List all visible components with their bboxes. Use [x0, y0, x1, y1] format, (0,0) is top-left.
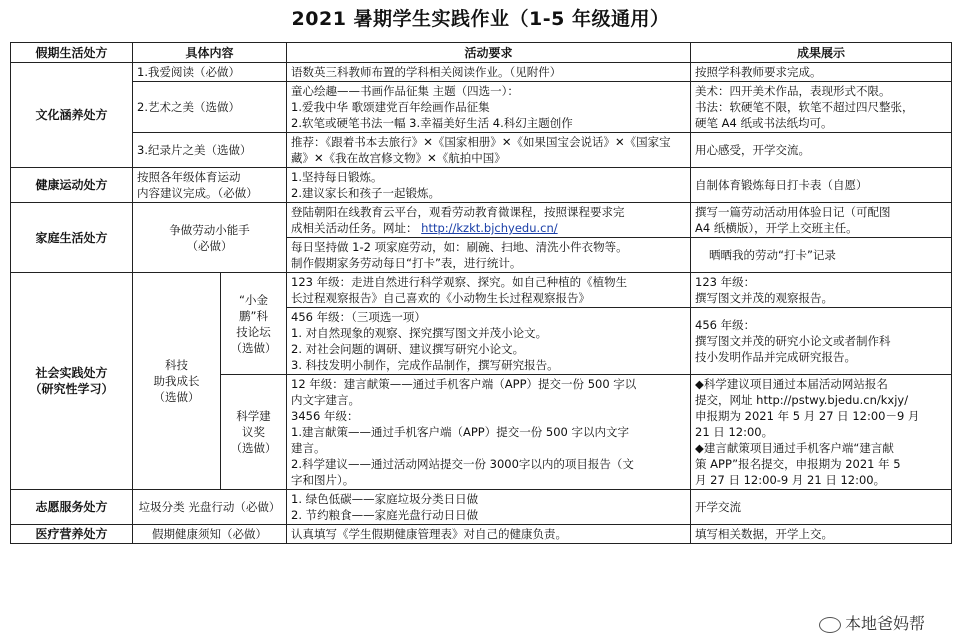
table-row: [11, 203, 952, 238]
requirement-cell: 认真填写《学生假期健康管理表》对自己的健康负责。: [287, 525, 691, 544]
result-cell: 晒晒我的劳动“打卡”记录: [691, 238, 952, 273]
category-health: 健康运动处方: [11, 168, 133, 203]
header-content: 具体内容: [133, 43, 287, 63]
table-row: [11, 168, 952, 203]
content-cell: 1.我爱阅读（必做）: [133, 63, 287, 82]
requirement-cell: 456 年级：（三项选一项） 1. 对自然现象的观察、探究撰写图文并茂小论文。 2. 对社会问题的调研、建议撰写研究小论文。 3. 科技发明小制作，完成作品制作，撰写研究报告。: [287, 308, 691, 375]
requirement-cell: 登陆朝阳在线教育云平台，观看劳动教育微课程，按照课程要求完 成相关活动任务。网址： http://kzkt.bjchyedu.cn/: [287, 203, 691, 238]
result-cell: 自制体育锻炼每日打卡表（自愿）: [691, 168, 952, 203]
requirement-cell: 123 年级：走进自然进行科学观察、探究。如自己种植的《植物生 长过程观察报告》自己喜欢的《小动物生长过程观察报告》: [287, 273, 691, 308]
table-row: [11, 133, 952, 168]
result-cell: ◆科学建议项目通过本届活动网站报名 提交，网址 http://pstwy.bjedu.cn/kxjy/ 申报期为 2021 年 5 月 27 日 12:00－9 月 21 日 12:00。 ◆建言献策项目通过手机客户端“建言献 策 APP”报名提交，申报期为 2021 年 5 月 27 日 12:00-9 月 21 日 12:00。: [691, 375, 952, 490]
requirement-cell: 语数英三科教师布置的学科相关阅读作业。（见附件）: [287, 63, 691, 82]
result-cell: 按照学科教师要求完成。: [691, 63, 952, 82]
sub-category-tech: 科技 助我成长 （选做）: [133, 273, 221, 490]
content-cell: 垃圾分类 光盘行动（必做）: [133, 490, 287, 525]
content-cell: 2.艺术之美（选做）: [133, 82, 287, 133]
result-cell: 开学交流: [691, 490, 952, 525]
category-medical: 医疗营养处方: [11, 525, 133, 544]
table-row: [11, 63, 952, 82]
table-row: [11, 82, 952, 133]
result-cell: 填写相关数据，开学上交。: [691, 525, 952, 544]
category-volunteer: 志愿服务处方: [11, 490, 133, 525]
header-requirement: 活动要求: [287, 43, 691, 63]
course-link[interactable]: http://kzkt.bjchyedu.cn/: [421, 221, 558, 235]
watermark-text: 本地爸妈帮: [844, 614, 925, 633]
requirement-cell: 童心绘趣——书画作品征集 主题（四选一）： 1.爱我中华 歌颂建党百年绘画作品征集 2.软笔或硬笔书法一幅 3.幸福美好生活 4.科幻主题创作: [287, 82, 691, 133]
result-cell: 123 年级： 撰写图文并茂的观察报告。: [691, 273, 952, 308]
page-title: 2021 暑期学生实践作业（1-5 年级通用）: [291, 8, 670, 30]
content-cell: 假期健康须知（必做）: [133, 525, 287, 544]
header-row: [11, 43, 952, 63]
wechat-icon: [819, 617, 841, 633]
content-cell: 3.纪录片之美（选做）: [133, 133, 287, 168]
result-cell: 用心感受，开学交流。: [691, 133, 952, 168]
header-result: 成果展示: [691, 43, 952, 63]
result-cell: 撰写一篇劳动活动用体验日记（可配图 A4 纸横版），开学上交班主任。: [691, 203, 952, 238]
category-culture: 文化涵养处方: [11, 63, 133, 168]
requirement-cell: 推荐：《跟着书本去旅行》✕《国家相册》✕《如果国宝会说话》✕《国家宝 藏》✕《我在故宫修文物》✕《航拍中国》: [287, 133, 691, 168]
content-cell: 按照各年级体育运动 内容建议完成。（必做）: [133, 168, 287, 203]
table-row: [11, 525, 952, 544]
forum-label: “小金 鹏”科 技论坛 （选做）: [221, 273, 287, 375]
requirement-cell: 每日坚持做 1-2 项家庭劳动，如：刷碗、扫地、清洗小件衣物等。 制作假期家务劳动每日“打卡”表，进行统计。: [287, 238, 691, 273]
table-row: [11, 490, 952, 525]
watermark: [813, 609, 931, 636]
requirement-cell: 1.坚持每日锻炼。 2.建议家长和孩子一起锻炼。: [287, 168, 691, 203]
requirement-cell: 1. 绿色低碳——家庭垃圾分类日日做 2. 节约粮食——家庭光盘行动日日做: [287, 490, 691, 525]
homework-table: [10, 42, 952, 544]
requirement-cell: 12 年级：建言献策——通过手机客户端（APP）提交一份 500 字以 内文字建言。 3456 年级： 1.建言献策——通过手机客户端（APP）提交一份 500 字以内文字 建言。 2.科学建议——通过活动网站提交一份 3000字以内的项目报告（文 字和图片）。: [287, 375, 691, 490]
category-social: 社会实践处方 （研究性学习）: [11, 273, 133, 490]
category-family: 家庭生活处方: [11, 203, 133, 273]
result-cell: 456 年级： 撰写图文并茂的研究小论文或者制作科 技小发明作品并完成研究报告。: [691, 308, 952, 375]
award-label: 科学建 议奖 （选做）: [221, 375, 287, 490]
table-row: [11, 273, 952, 308]
content-cell: 争做劳动小能手 （必做）: [133, 203, 287, 273]
result-cell: 美术：四开美术作品，表现形式不限。 书法：软硬笔不限，软笔不超过四尺整张， 硬笔 A4 纸或书法纸均可。: [691, 82, 952, 133]
header-category: 假期生活处方: [11, 43, 133, 63]
